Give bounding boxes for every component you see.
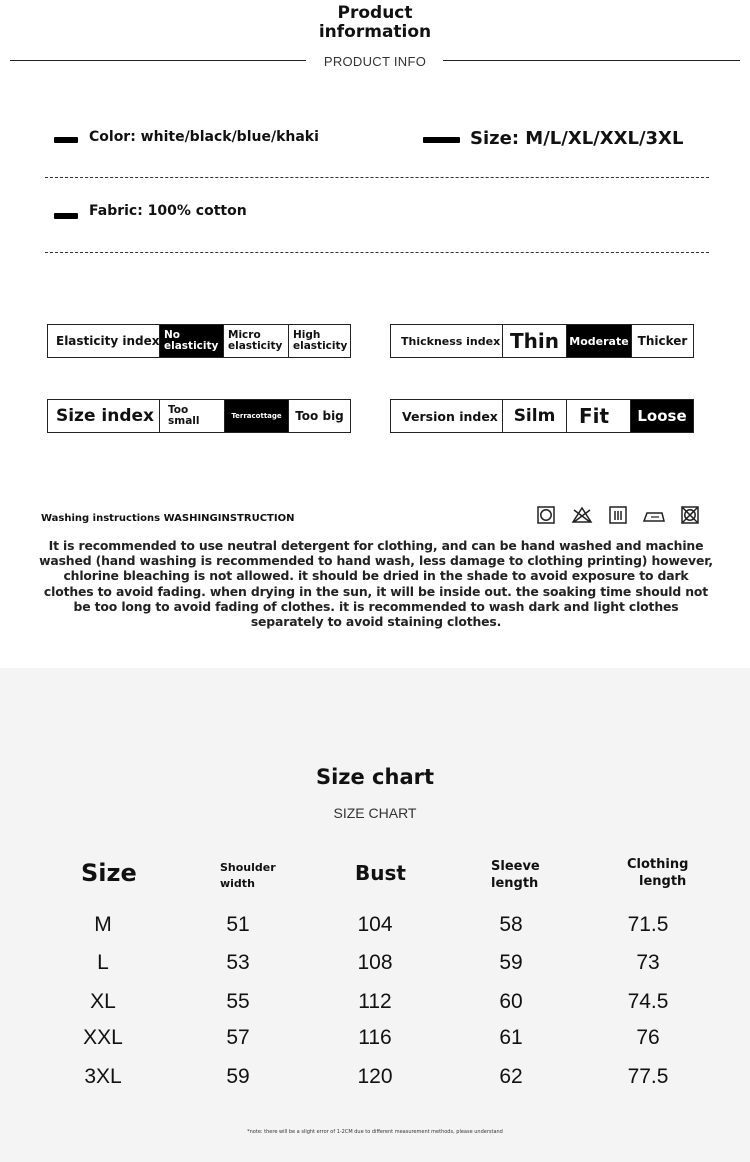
page-subtitle: PRODUCT INFO [323,54,427,69]
version-index-label: Version index [391,400,503,432]
size-index-box [47,399,351,433]
col-header-clothing-line2: length [639,874,687,889]
fabric-bullet [54,213,78,219]
washing-title: Washing instructions WASHINGINSTRUCTION [41,513,295,524]
version-option-loose: Loose [631,400,693,432]
col-header-shoulder [220,860,276,892]
table-cell: 116 [358,1026,392,1049]
thickness-option-moderate: Moderate [567,325,632,357]
version-index-box [390,399,694,433]
col-header-shoulder-line2: width [220,877,255,890]
no-bleach-icon [570,505,594,525]
col-header-sleeve-line1: Sleeve [491,859,540,874]
version-option-silm: Silm [503,400,567,432]
page-title-line2: information [318,22,432,42]
table-cell: 51 [226,913,250,936]
size-option-terracottage: Terracottage [225,400,289,432]
size-option-too-small: Too small [160,400,225,432]
washing-instructions-text: It is recommended to use neutral detergent for clothing, and can be hand washed and machine washed (hand washing is recommended to hand wash, less damage to clothing printing) however, chlorine bleaching is not allowed. it should be dried in the shade to avoid exposure to dark clothes to avoid fading. when drying in the sun, it will be inside out. the soaking time should not be too long to avoid fading of clothes. it is recommended to wash dark and light clothes separately to avoid staining clothes. [39,538,713,630]
elasticity-option-none: No elasticity [160,325,224,357]
color-bullet [54,137,78,143]
version-option-fit: Fit [567,400,631,432]
table-cell: 120 [357,1065,393,1088]
table-cell: 55 [226,990,250,1013]
table-cell: M [94,913,112,936]
table-cell: 108 [357,951,393,974]
table-cell: 57 [226,1026,250,1049]
thickness-index-label: Thickness index [391,325,503,357]
table-cell: XXL [83,1026,123,1049]
col-header-shoulder-line1: Shoulder [220,861,276,874]
table-cell: 76 [636,1026,660,1049]
table-cell: 53 [226,951,250,974]
header-divider-right [443,60,740,61]
table-cell: 62 [499,1065,523,1088]
size-bullet [423,137,460,143]
page-title-line1: Product [337,3,413,23]
table-cell: 60 [499,990,523,1013]
thickness-option-thicker: Thicker [637,334,688,348]
size-chart-subtitle: SIZE CHART [333,805,417,821]
iron-low-icon [642,505,666,525]
table-cell: 58 [499,913,523,936]
table-row [0,951,750,981]
col-header-sleeve [491,858,540,892]
table-row [0,1026,750,1056]
table-cell: 112 [358,990,392,1013]
fabric-attribute: Fabric: 100% cotton [89,203,247,219]
table-cell: 77.5 [627,1065,669,1088]
size-index-label: Size index [48,400,160,432]
table-row [0,1065,750,1095]
size-attribute: Size: M/L/XL/XXL/3XL [470,128,684,149]
table-cell: 74.5 [627,990,669,1013]
thickness-index-box [390,324,694,358]
page-title [0,4,750,42]
dashed-divider-2 [45,252,709,253]
no-tumble-dry-icon [680,505,700,525]
table-cell: 61 [499,1026,523,1049]
table-cell: 59 [499,951,523,974]
table-row [0,913,750,943]
thickness-option-thin: Thin [503,325,567,357]
size-chart-note: *note: there will be a slight error of 1-2CM due to different measurement methods, please understand [247,1129,503,1135]
col-header-clothing-line1: Clothing [627,857,689,872]
elasticity-index-box [47,324,351,358]
size-option-too-big: Too big [295,409,344,423]
table-cell: 104 [357,913,393,936]
color-attribute: Color: white/black/blue/khaki [89,129,319,145]
table-row [0,990,750,1020]
elasticity-index-label: Elasticity index [48,325,160,357]
col-header-bust: Bust [355,861,406,885]
table-cell: XL [90,990,116,1013]
elasticity-option-micro: Micro elasticity [224,325,289,357]
col-header-clothing [627,856,688,890]
table-cell: 71.5 [627,913,669,936]
table-cell: 73 [636,951,660,974]
col-header-size: Size [81,859,137,887]
table-cell: 3XL [84,1065,122,1088]
size-chart-title: Size chart [315,765,435,789]
machine-wash-icon [536,505,556,525]
elasticity-option-high: High elasticity [293,329,348,352]
table-cell: 59 [226,1065,250,1088]
table-cell: L [97,951,109,974]
dashed-divider-1 [45,177,709,178]
dry-in-shade-icon [608,505,628,525]
washing-icons [536,505,700,525]
col-header-sleeve-line2: length [491,876,539,891]
